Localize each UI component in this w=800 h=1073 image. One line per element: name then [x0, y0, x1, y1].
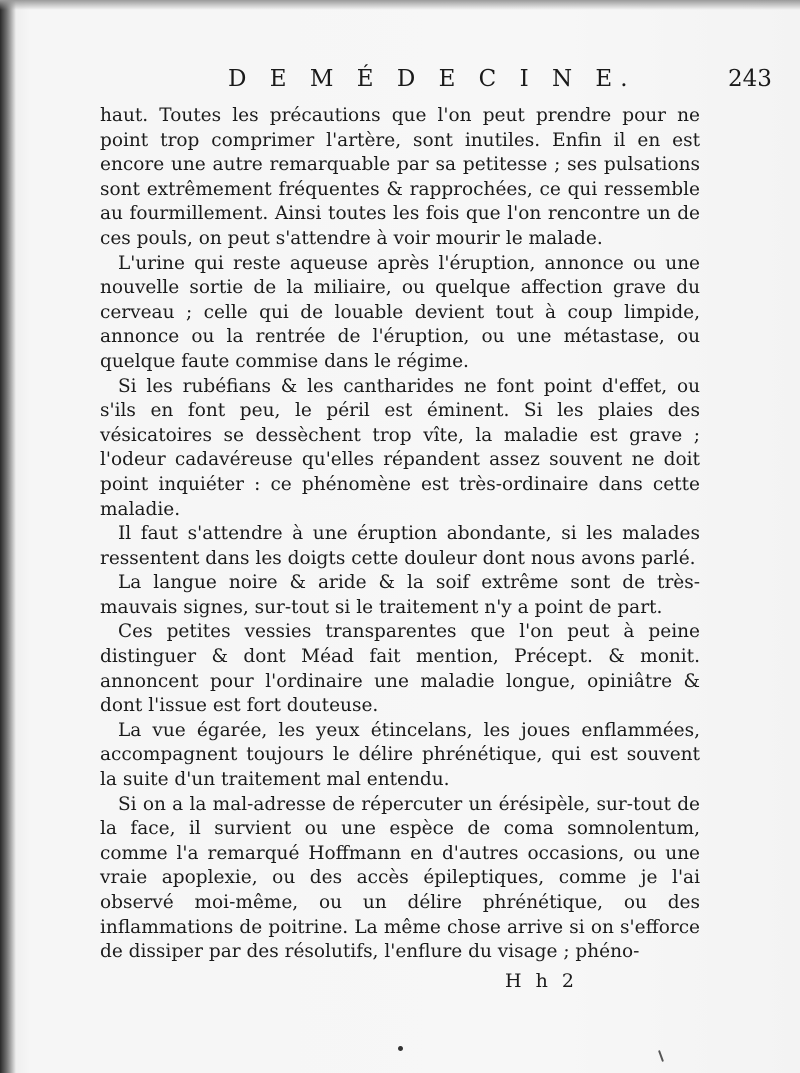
paragraph-5: La langue noire & aride & la soif extrême sont de très-mauvais signes, sur-tout si le traitement n'y a point de part.: [100, 572, 700, 618]
binding-shadow: [0, 0, 16, 1073]
paragraph-6: Ces petites vessies transparentes que l'on peut à peine distinguer & dont Méad fait mention, Précept. & monit. annoncent pour l'ordinaire une maladie longue, opiniâtre & dont l'issue est fort douteuse.: [100, 621, 700, 717]
paragraph-1: haut. Toutes les précautions que l'on peut prendre pour ne point trop comprimer l'artère, sont inutiles. Enfin il en est encore une autre remarquable par sa petitesse ; ses pulsations sont extrêmement fréquentes & rapprochées, ce qui ressemble au fourmillement. Ainsi toutes les fois que l'on rencontre un de ces pouls, on peut s'attendre à voir mourir le malade.: [100, 105, 700, 249]
signature-mark: H h 2: [505, 970, 578, 992]
ink-speck: [658, 1050, 664, 1062]
ink-speck: [398, 1046, 403, 1051]
paragraph-7: La vue égarée, les yeux étincelans, les joues enflammées, accompagnent toujours le délire phrénétique, qui est souvent la suite d'un traitement mal entendu.: [100, 719, 700, 791]
running-head: [100, 66, 800, 100]
top-edge-shadow: [0, 0, 800, 10]
paragraph-3: Si les rubéfians & les cantharides ne font point d'effet, ou s'ils en font peu, le péril est éminent. Si les plaies des vésicatoires se dessèchent trop vîte, la maladie est grave ; l'odeur cadavéreuse qu'elles répandent assez souvent ne doit point inquiéter : ce phénomène est très-ordinaire dans cette maladie.: [100, 375, 700, 520]
paragraph-2: L'urine qui reste aqueuse après l'éruption, annonce ou une nouvelle sortie de la miliaire, ou quelque affection grave du cerveau ; celle qui de louable devient tout à coup limpide, annonce ou la rentrée de l'éruption, ou une métastase, ou quelque faute commise dans le régime.: [100, 252, 700, 372]
body-text: [100, 104, 700, 965]
running-head-title: D E M É D E C I N E.: [228, 66, 636, 92]
page-number: 243: [728, 66, 772, 92]
paragraph-4: Il faut s'attendre à une éruption abondante, si les malades ressentent dans les doigts cette douleur dont nous avons parlé.: [100, 523, 700, 569]
paragraph-8: Si on a la mal-adresse de répercuter un érésipèle, sur-tout de la face, il survient ou une espèce de coma somnolentum, comme l'a remarqué Hoffmann en d'autres occasions, ou une vraie apoplexie, ou des accès épileptiques, comme je l'ai observé moi-même, ou un délire phrénétique, ou des inflammations de poitrine. La même chose arrive si on s'efforce de dissiper par des résolutifs, l'enflure du visage ; phéno-: [100, 793, 700, 963]
